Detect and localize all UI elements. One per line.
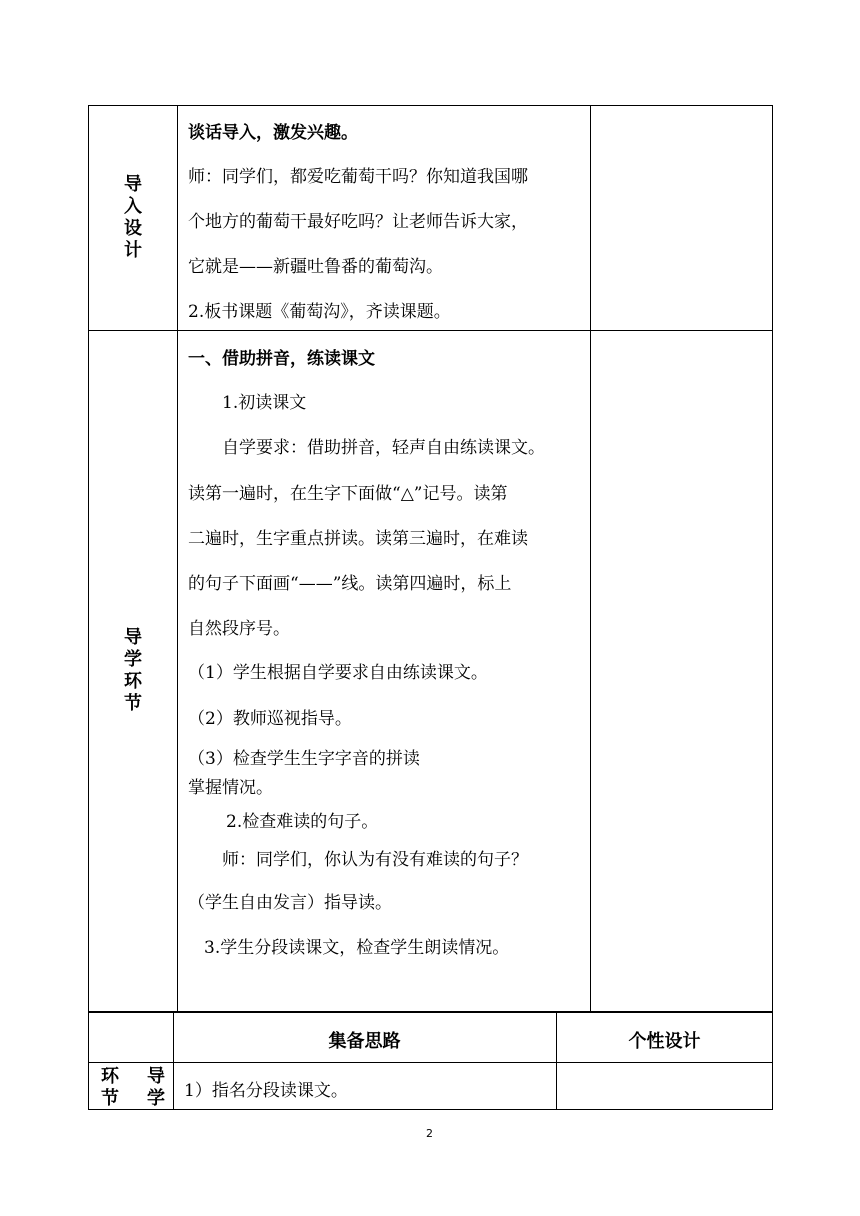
intro-heading: 谈话导入，激发兴趣。 — [188, 123, 358, 143]
page-number: 2 — [426, 1127, 433, 1140]
table2-row-text: 1）指名分段读课文。 — [184, 1081, 348, 1101]
table1-divider-row1 — [88, 330, 773, 331]
row-label-left: 环 节 — [101, 1066, 119, 1109]
collective-planning-header: 集备思路 — [328, 1031, 401, 1052]
guide-line: （1）学生根据自学要求自由练读课文。 — [188, 663, 488, 683]
table2-divider-row1 — [88, 1062, 773, 1063]
lesson-table-1 — [88, 105, 773, 1012]
guide-line: 自然段序号。 — [188, 619, 290, 639]
guide-line: （3）检查学生生字字音的拼读 — [188, 749, 420, 769]
guide-line: （2）教师巡视指导。 — [188, 709, 352, 729]
intro-design-label: 导 入 设 计 — [124, 174, 142, 261]
guide-heading: 一、借助拼音，练读课文 — [188, 349, 375, 369]
table1-divider-col2 — [590, 105, 591, 1012]
guide-line: 师：同学们，你认为有没有难读的句子？ — [222, 850, 528, 870]
guide-section-label: 导 学 环 节 — [124, 627, 142, 714]
guide-line: 二遍时，生字重点拼读。读第三遍时，在难读 — [188, 529, 528, 549]
guide-line: 自学要求：借助拼音，轻声自由练读课文。 — [222, 438, 545, 458]
guide-line: 1.初读课文 — [222, 393, 307, 413]
intro-line: 个地方的葡萄干最好吃吗？让老师告诉大家， — [188, 212, 528, 232]
guide-line: 2.检查难读的句子。 — [226, 812, 379, 832]
intro-line: 2.板书课题《葡萄沟》，齐读课题。 — [188, 302, 451, 322]
guide-line: 3.学生分段读课文，检查学生朗读情况。 — [204, 938, 510, 958]
table1-divider-col1 — [177, 105, 178, 1012]
intro-line: 师：同学们，都爱吃葡萄干吗？你知道我国哪 — [188, 167, 528, 187]
guide-line: 读第一遍时，在生字下面做“△”记号。读第 — [188, 484, 508, 504]
guide-line: （学生自由发言）指导读。 — [188, 893, 392, 913]
row-label-right: 导 学 — [147, 1066, 165, 1109]
intro-line: 它就是——新疆吐鲁番的葡萄沟。 — [188, 257, 443, 277]
guide-line: 掌握情况。 — [188, 778, 273, 798]
guide-line: 的句子下面画“——”线。读第四遍时，标上 — [188, 574, 512, 594]
personal-design-header: 个性设计 — [628, 1031, 701, 1052]
